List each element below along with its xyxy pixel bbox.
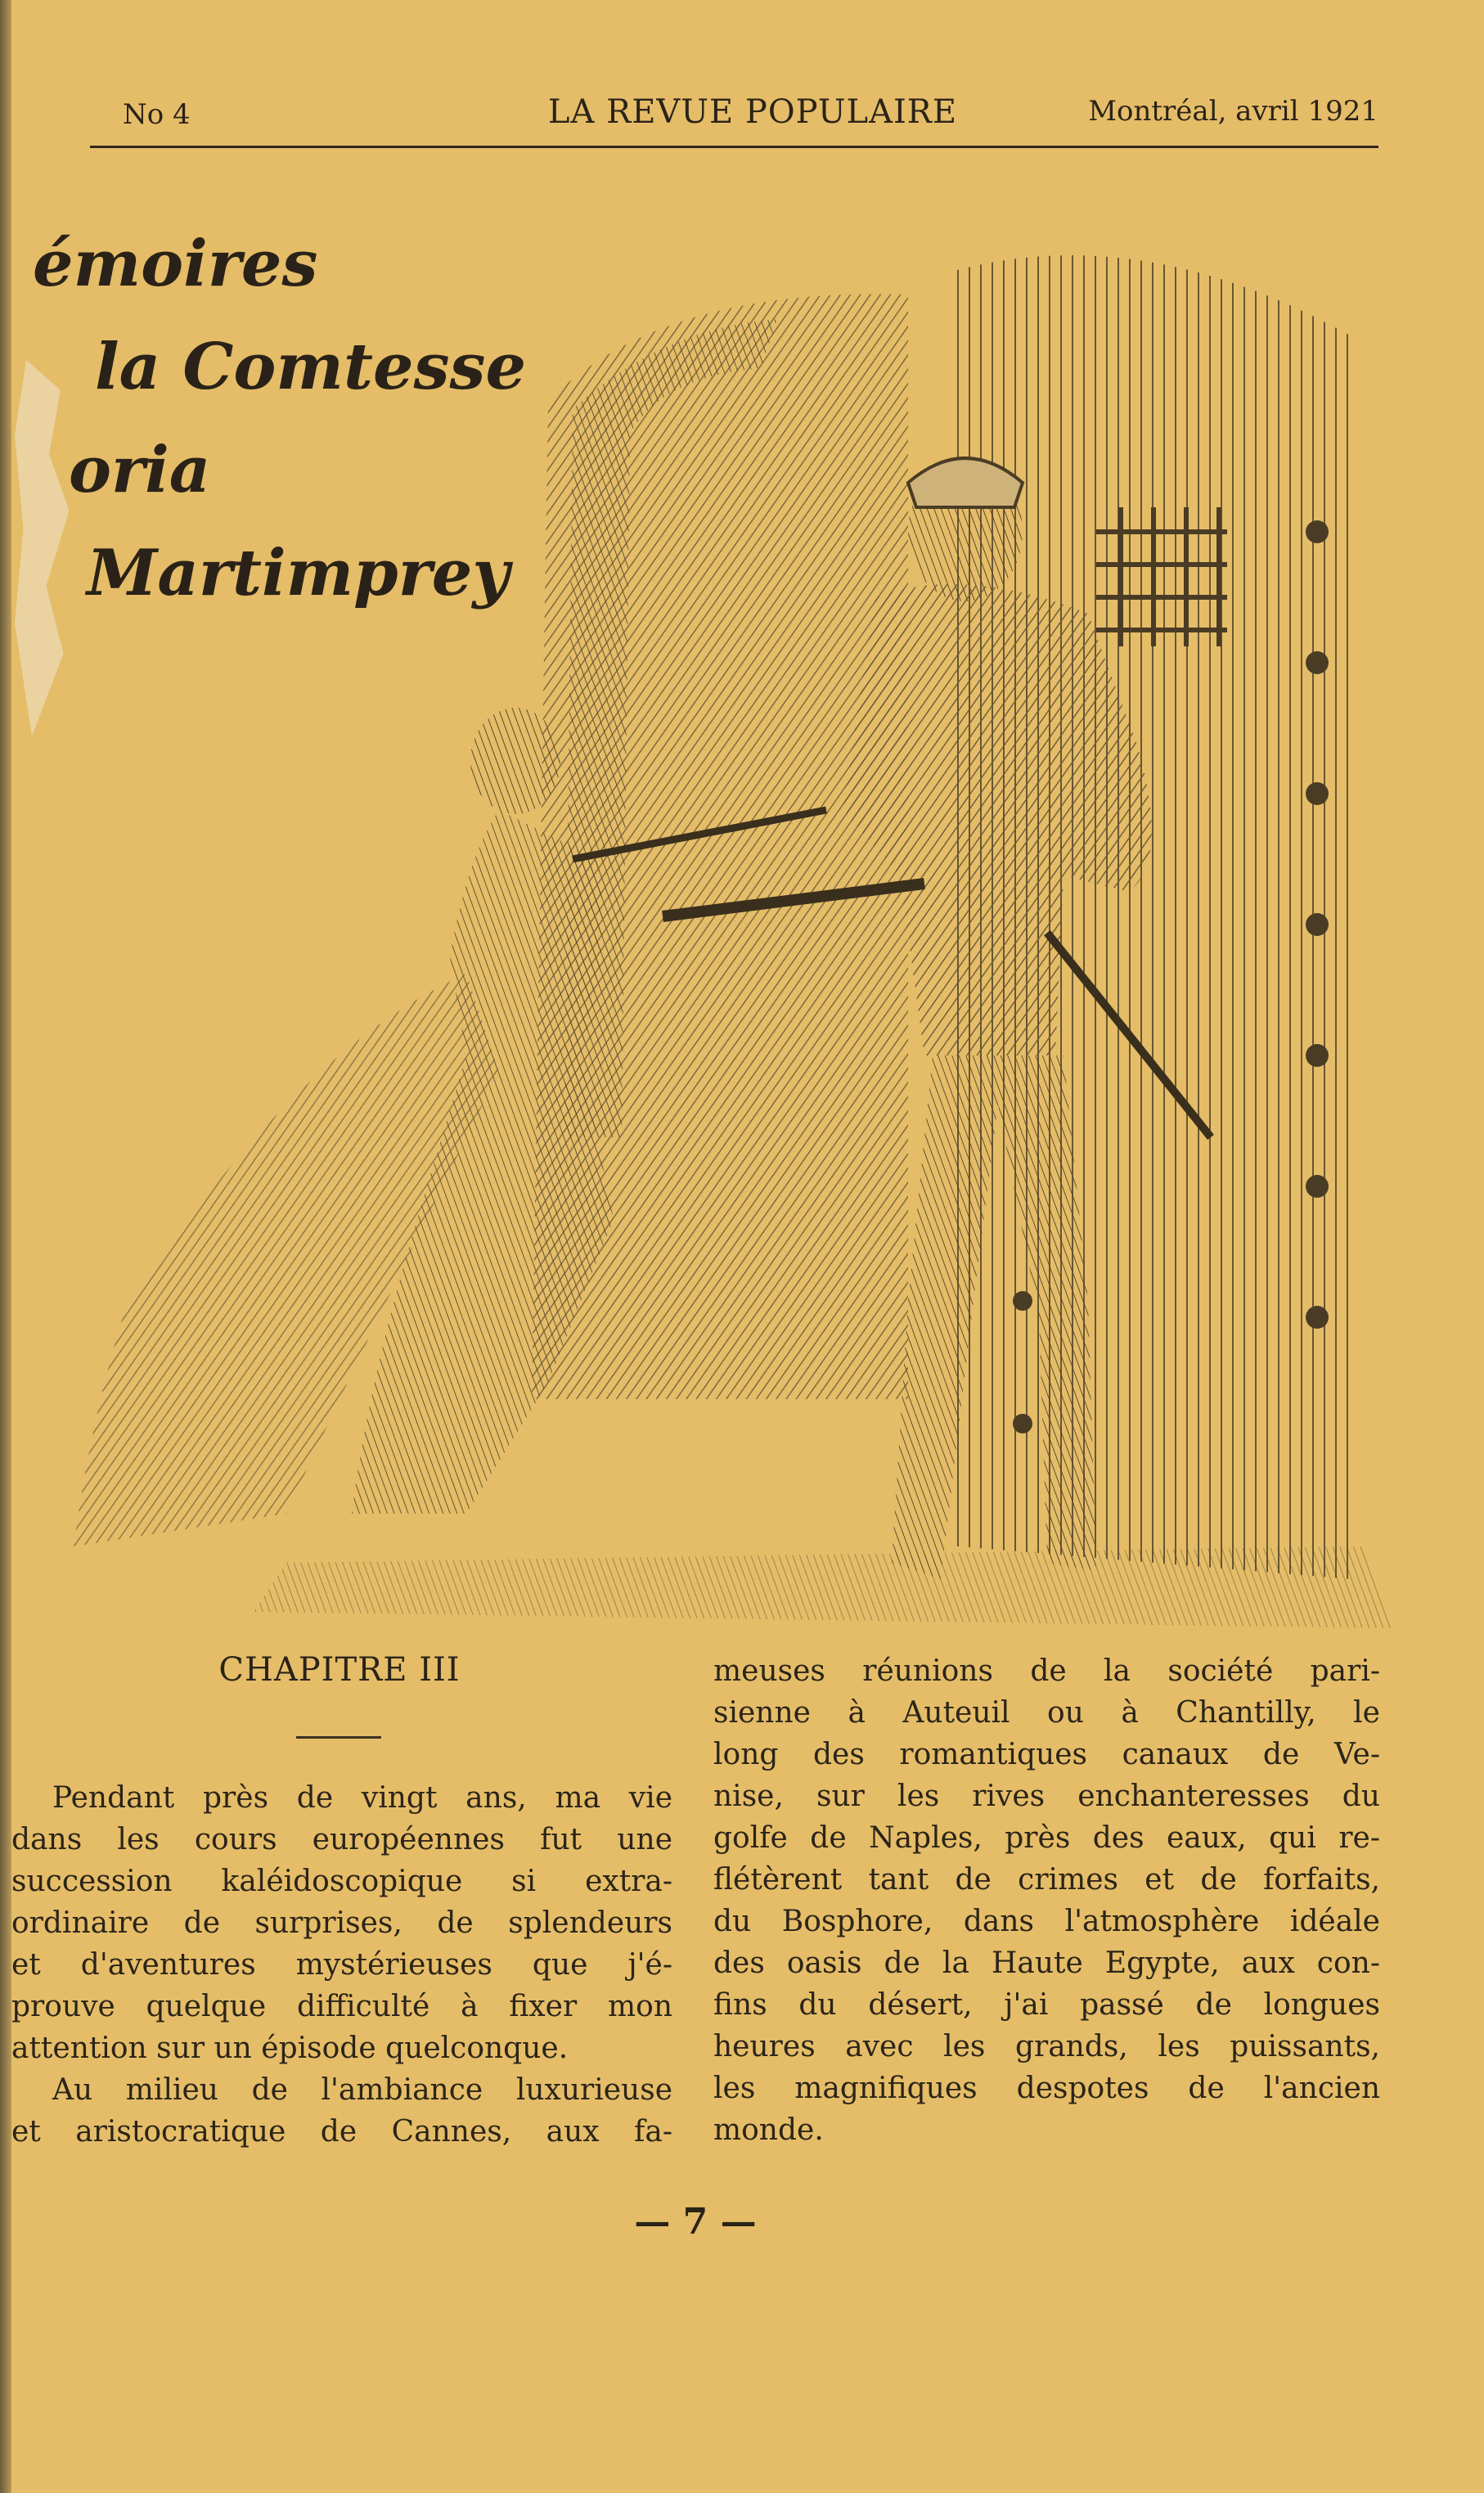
text-line: les magnifiques despotes de l'ancien: [713, 2072, 1380, 2105]
text-line: ordinaire de surprises, de splendeurs: [11, 1906, 672, 1940]
text-column-right: [713, 1650, 1380, 2151]
text-line: heures avec les grands, les puissants,: [713, 2030, 1380, 2063]
text-line: meuses réunions de la société pari-: [713, 1654, 1380, 1688]
text-line: Au milieu de l'ambiance luxurieuse: [52, 2073, 672, 2107]
text-line: flétèrent tant de crimes et de forfaits,: [713, 1863, 1380, 1897]
text-line: sienne à Auteuil ou à Chantilly, le: [713, 1696, 1380, 1730]
text-line: fins du désert, j'ai passé de longues: [713, 1988, 1380, 2022]
header-rule: [90, 146, 1378, 148]
title-line: Martimprey: [87, 536, 510, 610]
chapter-heading: CHAPITRE III: [218, 1651, 461, 1689]
chapter-rule: [296, 1736, 381, 1739]
text-line: des oasis de la Haute Egypte, aux con-: [713, 1946, 1380, 1980]
text-line: Pendant près de vingt ans, ma vie: [52, 1781, 672, 1815]
text-line: golfe de Naples, près des eaux, qui re-: [713, 1821, 1380, 1855]
text-line: et aristocratique de Cannes, aux fa-: [11, 2115, 672, 2149]
binding-edge: [0, 0, 11, 2493]
running-header: [123, 90, 1378, 139]
text-line: du Bosphore, dans l'atmosphère idéale: [713, 1905, 1380, 1938]
title-line: oria: [69, 433, 211, 507]
door-grille: [1096, 507, 1227, 646]
dateline: Montréal, avril 1921: [1088, 95, 1378, 128]
page-number: — 7 —: [634, 2201, 757, 2243]
text-line: succession kaléidoscopique si extra-: [11, 1865, 672, 1898]
text-line: monde.: [713, 2113, 824, 2147]
floor: [254, 1546, 1391, 1628]
text-line: et d'aventures mystérieuses que j'é-: [11, 1948, 672, 1982]
title-line: la Comtesse: [95, 330, 527, 404]
article-title: [33, 213, 526, 625]
issue-number: No 4: [123, 98, 191, 131]
text-column-left: [11, 1777, 672, 2153]
magazine-title: LA REVUE POPULAIRE: [547, 93, 958, 131]
text-line: long des romantiques canaux de Ve-: [713, 1738, 1380, 1771]
text-line: attention sur un épisode quelconque.: [11, 2032, 569, 2065]
text-line: dans les cours européennes fut une: [11, 1823, 672, 1856]
text-line: prouve quelque difficulté à fixer mon: [11, 1990, 672, 2023]
title-line: émoires: [33, 227, 318, 301]
text-line: nise, sur les rives enchanteresses du: [713, 1780, 1380, 1813]
